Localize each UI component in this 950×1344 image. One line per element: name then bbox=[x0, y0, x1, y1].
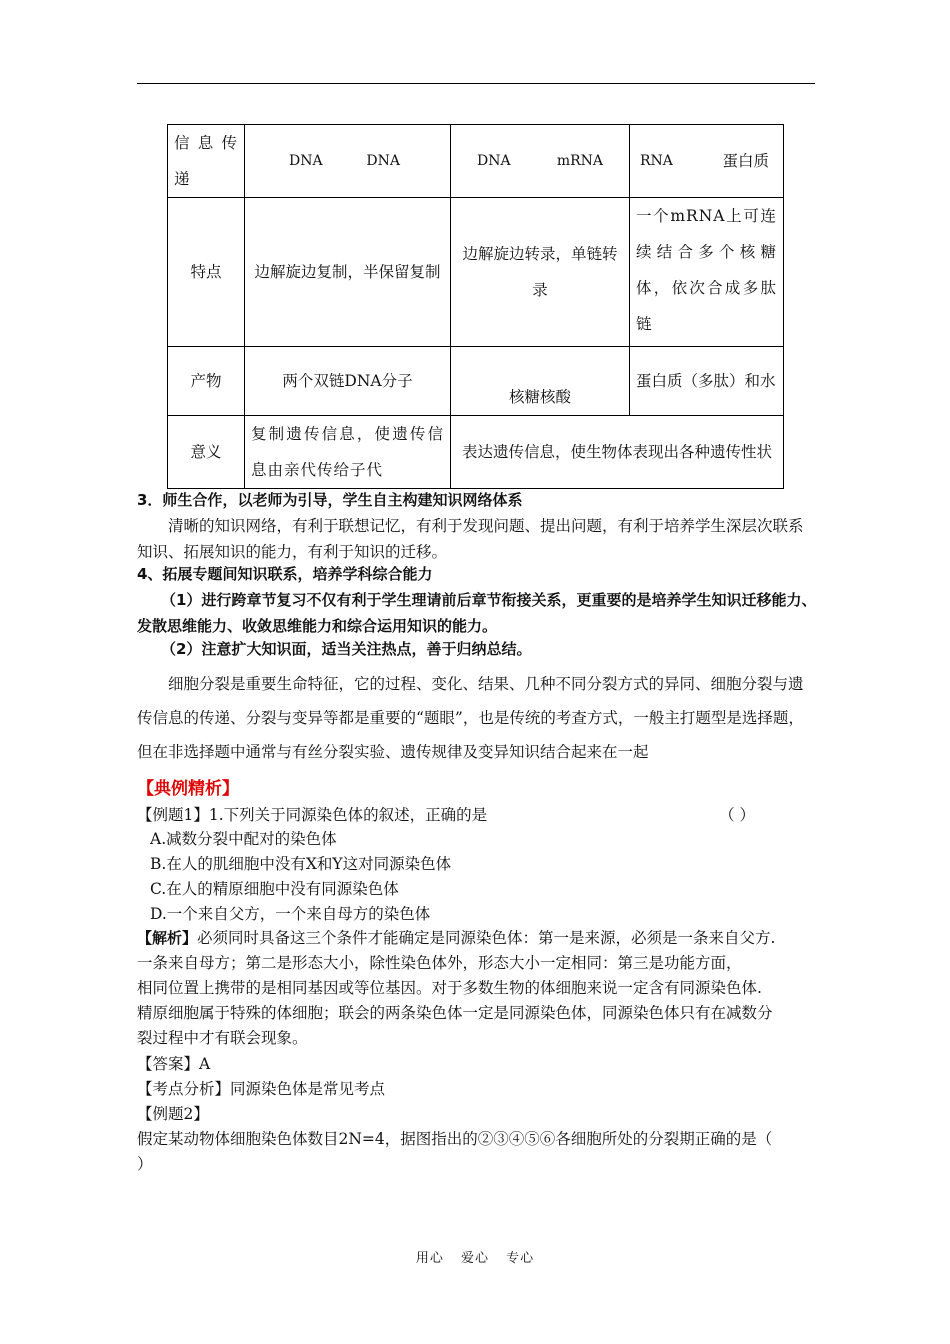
option-b: B.在人的肌细胞中没有X和Y这对同源染色体 bbox=[150, 855, 452, 873]
analysis bbox=[137, 926, 817, 1051]
table-row bbox=[168, 125, 784, 198]
footer-word: 爱心 bbox=[460, 1251, 489, 1266]
example-2-question: 假定某动物体细胞染色体数目2N=4，据图指出的②③④⑤⑥各细胞所处的分裂期正确的是（ bbox=[137, 1130, 773, 1148]
table-row bbox=[168, 347, 784, 416]
replication-product: 两个双链DNA分子 bbox=[245, 347, 451, 416]
replication-feature: 边解旋边复制，半保留复制 bbox=[245, 198, 451, 347]
example-2-question-end: ） bbox=[137, 1155, 153, 1173]
dna-template: DNA bbox=[477, 153, 511, 169]
translation-product: 蛋白质（多肽）和水 bbox=[630, 347, 784, 416]
kaodian-analysis: 【考点分析】同源染色体是常见考点 bbox=[137, 1080, 386, 1098]
example-1-question bbox=[137, 802, 817, 828]
dna-source: DNA bbox=[289, 153, 323, 169]
option-list bbox=[150, 827, 810, 927]
rna-template: RNA bbox=[640, 153, 673, 169]
analysis-line: 相同位置上携带的是相同基因或等位基因。对于多数生物的体细胞来说一定含有同源染色体. bbox=[137, 979, 762, 997]
table-row bbox=[168, 198, 784, 347]
option-d: D.一个来自父方，一个来自母方的染色体 bbox=[150, 905, 431, 923]
info-transfer-table bbox=[167, 124, 784, 489]
transcription-product: 核糖核酸 bbox=[451, 347, 630, 416]
analysis-line: 精原细胞属于特殊的体细胞；联会的两条染色体一定是同源染色体，同源染色体只有在减数分 bbox=[137, 1004, 773, 1022]
replication-meaning: 复制遗传信息，使遗传信息由亲代传给子代 bbox=[245, 416, 451, 489]
row-label: 特点 bbox=[168, 198, 245, 347]
analysis-line: 裂过程中才有联会现象。 bbox=[137, 1029, 308, 1047]
analysis-line: 一条来自母方；第二是形态大小，除性染色体外，形态大小一定相同：第三是功能方面， bbox=[137, 954, 742, 972]
protein-product: 蛋白质 bbox=[722, 152, 769, 170]
section-4-paragraph: 细胞分裂是重要生命特征，它的过程、变化、结果、几种不同分裂方式的异同、细胞分裂与遗传信息的传递、分裂与变异等都是重要的“题眼”，也是传统的考查方式，一般主打题型是选择题，但在非选择题中通常与有丝分裂实验、遗传规律及变异知识结合起来在一起 bbox=[137, 675, 804, 761]
section-4-title: 4、拓展专题间知识联系，培养学科综合能力 bbox=[137, 565, 433, 583]
section-4-point-1: （1）进行跨章节复习不仅有利于学生理请前后章节衔接关系，更重要的是培养学生知识迁移能力、发散思维能力、收敛思维能力和综合运用知识的能力。 bbox=[137, 591, 817, 635]
answer-blank: （ ） bbox=[719, 806, 755, 824]
option-a: A.减数分裂中配对的染色体 bbox=[150, 830, 337, 848]
row-label: 产物 bbox=[168, 347, 245, 416]
expression-meaning: 表达遗传信息，使生物体表现出各种遗传性状 bbox=[451, 416, 784, 489]
example-1-text: 【例题1】1.下列关于同源染色体的叙述，正确的是 bbox=[137, 806, 488, 824]
row-label: 意义 bbox=[168, 416, 245, 489]
dna-product: DNA bbox=[366, 153, 400, 169]
option-c: C.在人的精原细胞中没有同源染色体 bbox=[150, 880, 399, 898]
table-row bbox=[168, 416, 784, 489]
analysis-label: 【解析】 bbox=[137, 929, 198, 947]
example-2-label: 【例题2】 bbox=[137, 1105, 209, 1123]
mrna-product: mRNA bbox=[556, 153, 603, 169]
section-3-title: 3．师生合作，以老师为引导，学生自主构建知识网络体系 bbox=[137, 491, 523, 509]
section-4-point-2: （2）注意扩大知识面，适当关注热点，善于归纳总结。 bbox=[161, 640, 532, 658]
translation-feature: 一个mRNA上可连续结合多个核糖体，依次合成多肽链 bbox=[630, 198, 784, 347]
examples-heading: 【典例精析】 bbox=[137, 779, 239, 799]
answer: 【答案】A bbox=[137, 1055, 211, 1073]
page-footer bbox=[0, 1247, 950, 1266]
header-rule bbox=[137, 83, 815, 84]
analysis-line: 必须同时具备这三个条件才能确定是同源染色体：第一是来源，必须是一条来自父方. bbox=[197, 929, 776, 947]
row-label: 信息传递 bbox=[168, 125, 245, 198]
footer-word: 专心 bbox=[506, 1251, 535, 1266]
footer-word: 用心 bbox=[415, 1251, 444, 1266]
section-3-body: 清晰的知识网络，有利于联想记忆，有利于发现问题、提出问题，有利于培养学生深层次联系知识、拓展知识的能力，有利于知识的迁移。 bbox=[137, 517, 804, 561]
transcription-feature: 边解旋边转录，单链转录 bbox=[451, 198, 630, 347]
